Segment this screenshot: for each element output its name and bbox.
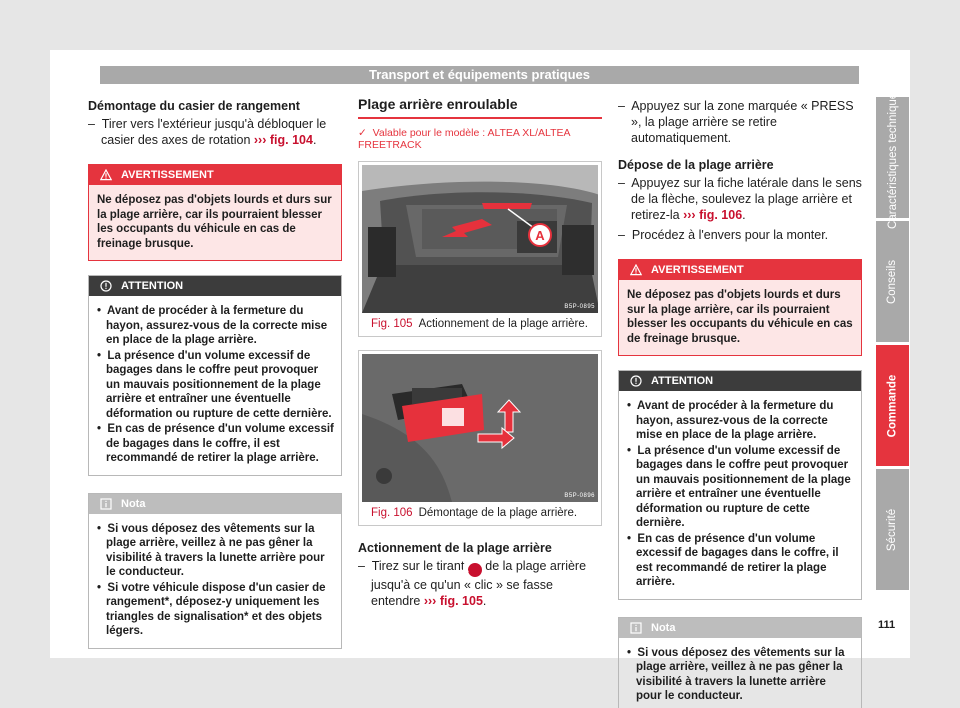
bullet-item: • La présence d'un volume excessif de bagages dans le coffre peut provoquer un mauvais positionnement de la plage arrière et entraîner une éventuelle déformation ou rupture de cette dernière. [97,349,332,420]
step-item: – Tirer vers l'extérieur jusqu'à débloquer le casier des axes de rotation ››› fig. 104. [88,117,327,147]
bullet-item: • En cas de présence d'un volume excessif de bagages dans le coffre, il est recommandé de retirer la plage arrière. [627,532,839,588]
section-heading: Dépose de la plage arrière [618,158,774,172]
box-body: Ne déposez pas d'objets lourds et durs sur la plage arrière, car ils pourraient blesser les occupants du véhicule en cas de freinage brusque. [627,289,853,345]
bullet-item: • Avant de procéder à la fermeture du hayon, assurez-vous de la correcte mise en place de la plage arrière. [97,305,328,346]
nota-box [88,493,342,649]
figure-caption: Fig. 106 Démontage de la plage arrière. [371,507,578,519]
page-number: 111 [878,619,896,631]
box-title: AVERTISSEMENT [121,169,214,181]
box-title: Nota [121,497,146,510]
bullet-item: • Si votre véhicule dispose d'un casier de rangement*, déposez-y uniquement les triangles de signalisation* et des objets légers. [97,581,326,637]
bullet-item: • Avant de procéder à la fermeture du hayon, assurez-vous de la correcte mise en place de la plage arrière. [627,400,834,441]
fig-link[interactable]: fig. 105 [439,594,483,608]
warning-box [88,164,342,261]
tab-caracteristiques-techniques[interactable]: Caractéristiques techniques [876,97,909,218]
step-item: – Tirez sur le tirant A de la plage arrière jusqu'à ce qu'un « clic » se fasse entendre ››› fig. 105. [358,559,587,608]
trunk-illustration [362,165,598,313]
figure-code: B5P-0896 [564,493,595,499]
side-panel-illustration [362,354,598,502]
box-title: ATTENTION [651,375,714,387]
box-body: Ne déposez pas d'objets lourds et durs sur la plage arrière, car ils pourraient blesser les occupants du véhicule en cas de freinage brusque. [97,194,332,250]
warning-triangle-icon [630,264,642,276]
box-title: AVERTISSEMENT [651,264,744,276]
tab-conseils[interactable]: Conseils [876,221,909,342]
attention-box [88,275,342,476]
column-right [618,98,862,708]
subsection-heading: Actionnement de la plage arrière [358,541,552,555]
warning-triangle-icon [100,169,112,181]
marker-a-badge: A [468,563,482,577]
box-title: Nota [651,621,676,634]
fig-link-arrow: ››› [683,208,696,222]
fig-link-arrow: ››› [253,133,267,147]
note-icon [630,622,642,634]
fig-link[interactable]: fig. 106 [699,208,743,222]
tab-securite[interactable]: Sécurité [876,469,909,590]
validity-note: ✓ Valable pour le modèle : ALTEA XL/ALTEA FREETRACK [358,127,570,151]
section-title: Plage arrière enroulable [358,96,602,119]
info-circle-icon [630,375,642,387]
page-header: Transport et équipements pratiques [100,66,859,84]
column-middle [358,98,602,609]
attention-box [618,370,862,600]
column-left [88,98,342,649]
check-icon: ✓ [358,127,367,139]
bullet-item: • Si vous déposez des vêtements sur la plage arrière, veillez à ne pas gêner la visibilité à travers la lunette arrière pour le conducteur. [627,646,845,702]
chapter-tabs [876,86,909,593]
figure-105 [358,161,602,337]
warning-box [618,259,862,356]
nota-box [618,617,862,708]
bullet-item: • Si vous déposez des vêtements sur la plage arrière, veillez à ne pas gêner la visibilité à travers la lunette arrière pour le conducteur. [97,522,325,578]
marker-a-label: A [535,228,545,243]
figure-caption: Fig. 105 Actionnement de la plage arrière. [371,318,588,330]
note-icon [100,498,112,510]
figure-106 [358,350,602,526]
box-title: ATTENTION [121,280,184,292]
trunk-cover-photo [362,165,598,313]
step-item: – Appuyez sur la zone marquée « PRESS », la plage arrière se retire automatiquement. [618,99,854,145]
bullet-item: • En cas de présence d'un volume excessif de bagages dans le coffre, il est recommandé de retirer la plage arrière. [97,423,334,464]
step-item: – Appuyez sur la fiche latérale dans le sens de la flèche, soulevez la plage arrière et retirez-la ››› fig. 106. [618,176,862,222]
step-item: – Procédez à l'envers pour la monter. [618,228,829,242]
info-circle-icon [100,280,112,292]
trunk-side-photo [362,354,598,502]
tab-commande[interactable]: Commande [876,345,909,466]
fig-link[interactable]: fig. 104 [269,133,313,147]
fig-link-arrow: ››› [423,594,437,608]
figure-code: B5P-0895 [564,304,595,310]
bullet-item: • La présence d'un volume excessif de bagages dans le coffre peut provoquer un mauvais positionnement de la plage arrière et entraîner une éventuelle déformation ou rupture de cette dernière. [627,444,851,529]
section-heading: Démontage du casier de rangement [88,99,300,113]
